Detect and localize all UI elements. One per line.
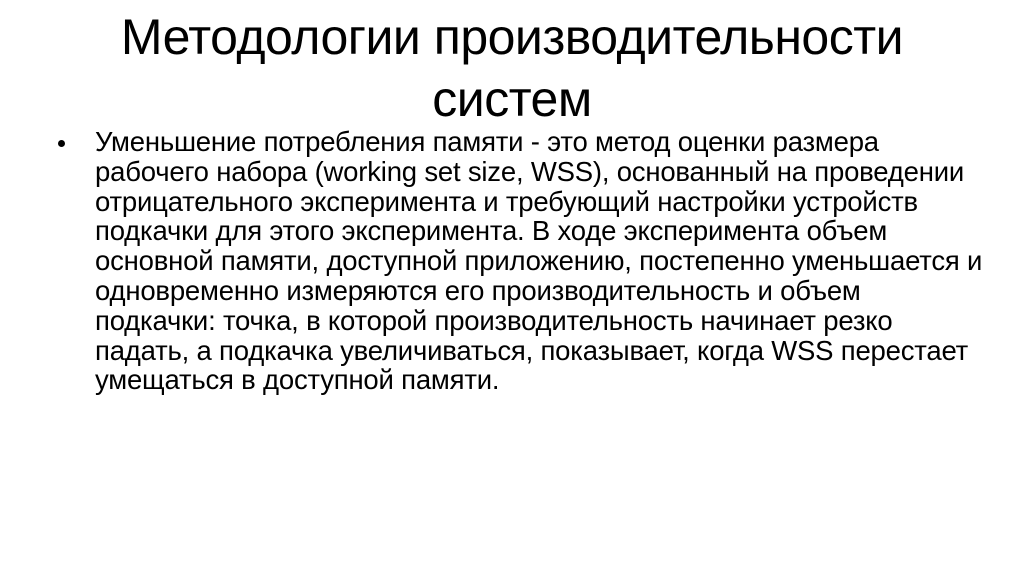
bullet-item <box>48 127 988 395</box>
bullet-dot-icon <box>58 140 65 147</box>
bullet-list <box>48 127 988 395</box>
bullet-text: Уменьшение потребления памяти - это метод оценки размера рабочего набора (working set size, WSS), основанный на проведении отрицательного эксперимента и требующий настройки устройств подкачки для этого эксперимента. В ходе эксперимента объем основной памяти, доступной приложению, постепенно уменьшается и одновременно измеряются его производительность и объем подкачки: точка, в которой производительность начинает резко падать, а подкачка увеличиваться, показывает, когда WSS перестает умещаться в доступной памяти. <box>95 126 983 396</box>
slide-title: Методологии производительности систем <box>120 9 904 127</box>
